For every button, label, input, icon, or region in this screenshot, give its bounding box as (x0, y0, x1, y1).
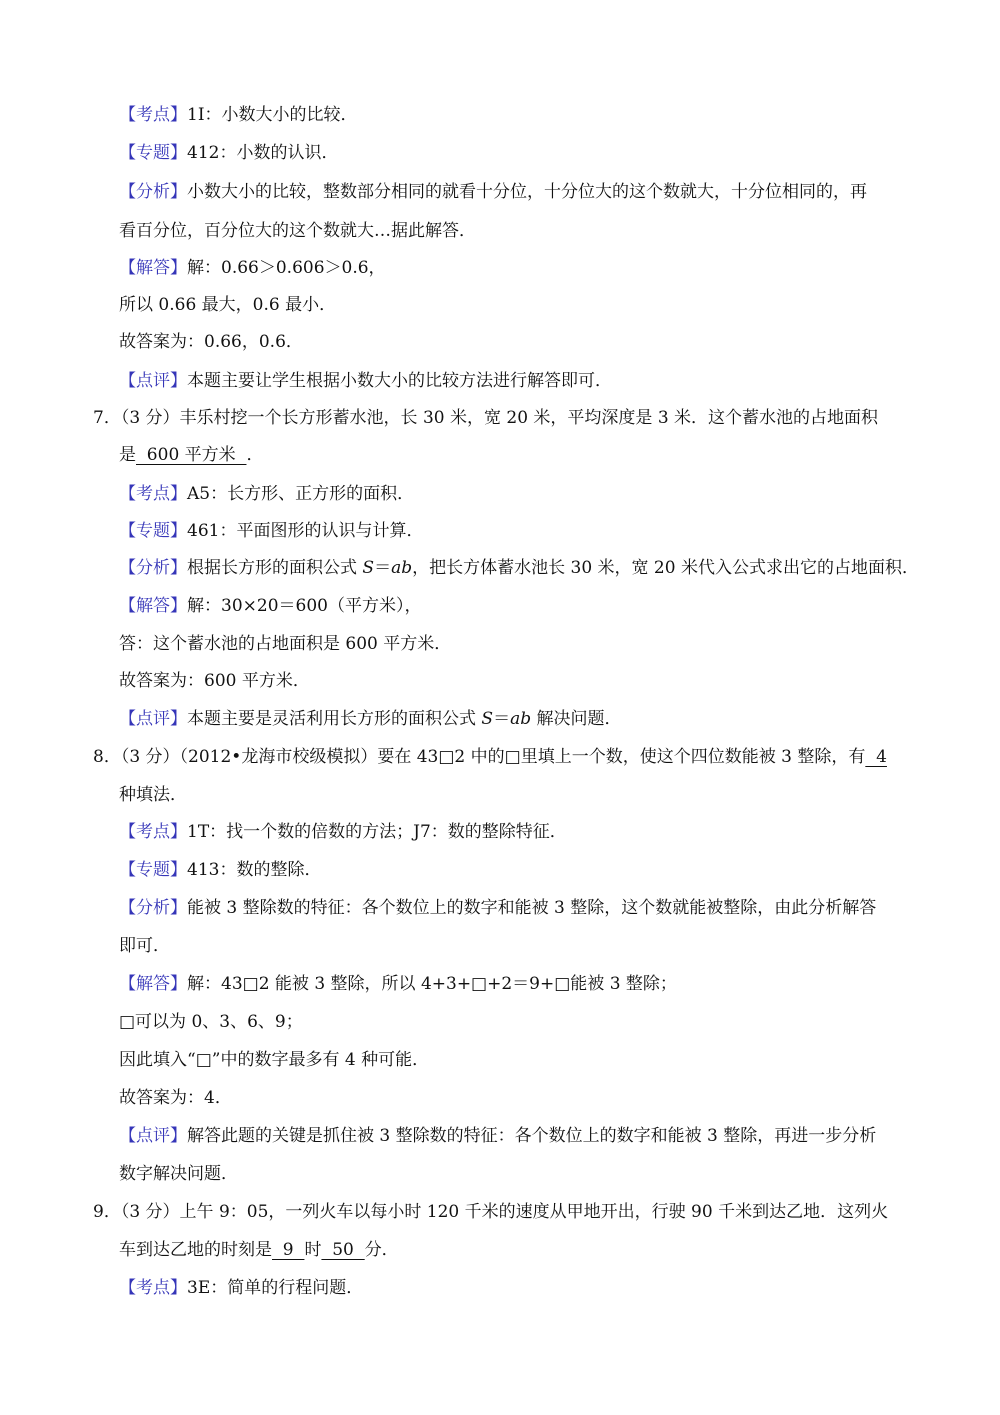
formula-equals: ＝ (493, 709, 511, 729)
q6-fenxi-text-2: 看百分位，百分位大的这个数就大…据此解答． (119, 221, 476, 241)
q9-stem-line-1 (93, 1200, 920, 1224)
q8-fenxi-text-1: 能被 3 整除数的特征：各个数位上的数字和能被 3 整除，这个数就能被整除，由此分析解答 (187, 898, 877, 918)
q6-jieda-line-1 (119, 256, 920, 280)
q7-fenxi-pre: 根据长方形的面积公式 (187, 558, 363, 578)
kaodian-tag: 【考点】 (119, 105, 187, 125)
dianping-tag: 【点评】 (119, 1126, 187, 1146)
q8-fenxi-text-2: 即可． (119, 936, 170, 956)
q8-fenxi-line-2 (119, 934, 920, 958)
q8-dianping-line-2 (119, 1162, 920, 1186)
q9-kaodian-text: 3E：简单的行程问题． (187, 1278, 364, 1298)
q7-kaodian-line (119, 482, 920, 506)
q6-fenxi-text-1: 小数大小的比较，整数部分相同的就看十分位，十分位大的这个数就大，十分位相同的，再 (187, 182, 867, 202)
q8-stem-line-2 (119, 783, 920, 807)
q6-zhuanti-line (119, 141, 920, 165)
zhuanti-tag: 【专题】 (119, 860, 187, 880)
fenxi-tag: 【分析】 (119, 182, 187, 202)
q9-stem-pre: 车到达乙地的时刻是 (119, 1240, 272, 1260)
dianping-tag: 【点评】 (119, 709, 187, 729)
q7-jieda-text-1: 解：30×20＝600（平方米）， (187, 596, 422, 616)
q7-dianping-pre: 本题主要是灵活利用长方形的面积公式 (187, 709, 482, 729)
q6-jieda-line-3 (119, 330, 920, 354)
kaodian-tag: 【考点】 (119, 1278, 187, 1298)
q6-fenxi-line-1 (119, 180, 920, 204)
q9-stem-post: 分． (364, 1240, 399, 1260)
formula-ab: ab (391, 558, 413, 578)
jieda-tag: 【解答】 (119, 258, 187, 278)
q7-jieda-line-1 (119, 594, 920, 618)
jieda-tag: 【解答】 (119, 596, 187, 616)
q8-zhuanti-line (119, 858, 920, 882)
q7-jieda-line-2 (119, 632, 920, 656)
q8-dianping-line-1 (119, 1124, 920, 1148)
formula-s: S (362, 558, 375, 578)
q6-jieda-text-1: 解：0.66＞0.606＞0.6， (187, 258, 386, 278)
dianping-tag: 【点评】 (119, 371, 187, 391)
q7-kaodian-text: A5：长方形、正方形的面积． (187, 484, 415, 504)
q8-dianping-text-1: 解答此题的关键是抓住被 3 整除数的特征：各个数位上的数字和能被 3 整除，再进一步分析 (187, 1126, 877, 1146)
q8-jieda-text-3: 因此填入“□”中的数字最多有 4 种可能． (119, 1050, 430, 1070)
fenxi-tag: 【分析】 (119, 558, 187, 578)
q7-stem-line-1 (93, 406, 920, 430)
q8-kaodian-text: 1T：找一个数的倍数的方法；J7：数的整除特征． (187, 822, 567, 842)
q8-jieda-text-4: 故答案为：4． (119, 1088, 232, 1108)
q6-jieda-line-2 (119, 293, 920, 317)
q8-jieda-line-1 (119, 972, 920, 996)
q9-kaodian-line (119, 1276, 920, 1300)
q7-stem-text-1: 7．（3 分）丰乐村挖一个长方形蓄水池，长 30 米，宽 20 米，平均深度是 3 米．这个蓄水池的占地面积 (93, 408, 879, 428)
q8-jieda-text-2: □可以为 0、3、6、9； (119, 1012, 303, 1032)
q7-jieda-line-3 (119, 669, 920, 693)
q8-dianping-text-2: 数字解决问题． (119, 1164, 238, 1184)
q9-stem-mid: 时 (304, 1240, 322, 1260)
zhuanti-tag: 【专题】 (119, 521, 187, 541)
kaodian-tag: 【考点】 (119, 484, 187, 504)
q6-kaodian-text: 1I：小数大小的比较． (187, 105, 358, 125)
q8-jieda-line-4 (119, 1086, 920, 1110)
q8-stem-text-1: 8．（3 分）（2012•龙海市校级模拟）要在 43□2 中的□里填上一个数，使这个四位数能被 3 整除，有 (93, 747, 866, 767)
q8-zhuanti-text: 413：数的整除． (187, 860, 322, 880)
q8-answer-blank: 4 (865, 747, 887, 767)
q7-stem-line-2 (119, 443, 920, 467)
q7-dianping-line (119, 707, 920, 731)
formula-ab: ab (510, 709, 532, 729)
q8-fenxi-line-1 (119, 896, 920, 920)
q6-fenxi-line-2 (119, 219, 920, 243)
q7-fenxi-line (119, 556, 920, 580)
q8-kaodian-line (119, 820, 920, 844)
q9-answer-minute-blank: 50 (321, 1240, 365, 1260)
q7-zhuanti-text: 461：平面图形的认识与计算． (187, 521, 424, 541)
q6-kaodian-line (119, 103, 920, 127)
jieda-tag: 【解答】 (119, 974, 187, 994)
q9-answer-hour-blank: 9 (272, 1240, 305, 1260)
q7-answer-blank: 600 平方米 (136, 445, 247, 465)
formula-equals: ＝ (374, 558, 392, 578)
q6-dianping-line (119, 369, 920, 393)
q7-zhuanti-line (119, 519, 920, 543)
q8-jieda-line-2 (119, 1010, 920, 1034)
kaodian-tag: 【考点】 (119, 822, 187, 842)
q9-stem-line-2 (119, 1238, 920, 1262)
q9-stem-text-1: 9．（3 分）上午 9：05，一列火车以每小时 120 千米的速度从甲地开出，行驶 90 千米到达乙地．这列火 (93, 1202, 889, 1222)
q6-jieda-text-3: 故答案为：0.66，0.6． (119, 332, 303, 352)
q7-jieda-text-3: 故答案为：600 平方米． (119, 671, 310, 691)
q6-jieda-text-2: 所以 0.66 最大，0.6 最小． (119, 295, 337, 315)
q8-stem-line-1 (93, 745, 920, 769)
q7-fenxi-post: ，把长方体蓄水池长 30 米，宽 20 米代入公式求出它的占地面积． (412, 558, 919, 578)
zhuanti-tag: 【专题】 (119, 143, 187, 163)
fenxi-tag: 【分析】 (119, 898, 187, 918)
q8-jieda-line-3 (119, 1048, 920, 1072)
q7-dianping-post: 解决问题． (531, 709, 622, 729)
q7-jieda-text-2: 答：这个蓄水池的占地面积是 600 平方米． (119, 634, 452, 654)
q7-stem-pre: 是 (119, 445, 136, 465)
q6-dianping-text: 本题主要让学生根据小数大小的比较方法进行解答即可． (187, 371, 612, 391)
q8-jieda-text-1: 解：43□2 能被 3 整除，所以 4+3+□+2＝9+□能被 3 整除； (187, 974, 677, 994)
q6-zhuanti-text: 412：小数的认识． (187, 143, 339, 163)
q8-stem-text-2: 种填法． (119, 785, 187, 805)
formula-s: S (481, 709, 494, 729)
q7-stem-post: ． (246, 445, 264, 465)
